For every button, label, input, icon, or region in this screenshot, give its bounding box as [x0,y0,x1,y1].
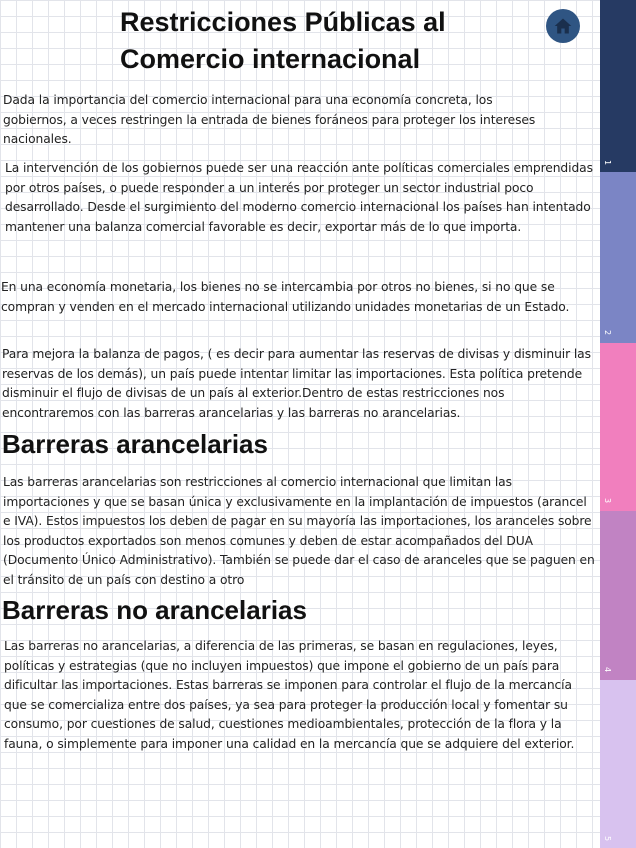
tab-3-label: 3 [603,498,612,504]
tab-5-label: 5 [603,836,612,842]
tab-1-label: 1 [603,160,612,166]
home-button[interactable] [546,9,580,43]
tab-3[interactable] [600,343,636,511]
title-line-2: Comercio internacional [120,44,421,74]
intro-paragraph-2: La intervención de los gobiernos puede ser una reacción ante políticas comerciales emprendidas por otros países, o puede responder a un interés por proteger un sector industrial poco desarrollado. Desde el surgimiento del moderno comercio internacional los países han intentado mantener una balanza comercial favorable es decir, exportar más de lo que importa. [5,161,593,234]
intro-paragraph-1: Dada la importancia del comercio internacional para una economía concreta, los gobiernos, a veces restringen la entrada de bienes foráneos para proteger los intereses nacionales. [3,93,536,147]
page-title [120,4,520,78]
section-heading-aranceles: Barreras arancelarias [2,429,268,459]
tab-1[interactable] [600,0,636,172]
section-heading-no-aranceles: Barreras no arancelarias [2,595,307,625]
home-icon [553,16,573,36]
tab-5[interactable] [600,680,636,848]
intro-paragraph-3: En una economía monetaria, los bienes no se intercambia por otros no bienes, si no que se compran y venden en el mercado internacional utilizando unidades monetarias de un Estado. [1,280,570,314]
section-body-aranceles: Las barreras arancelarias son restricciones al comercio internacional que limitan las importaciones y que se basan única y exclusivamente en la implantación de impuestos (arancel e IVA). Estos impuestos los deben de pagar en su mayoría las importaciones, los aranceles sobre los productos exportados son menos comunes y deben de estar acompañados del DUA (Documento Único Administrativo). También se puede dar el caso de aranceles que se paguen en el tránsito de un país con destino a otro [3,475,595,587]
title-line-1: Restricciones Públicas al [120,7,446,37]
intro-paragraph-4: Para mejora la balanza de pagos, ( es decir para aumentar las reservas de divisas y disminuir las reservas de los demás), un país puede intentar limitar las importaciones. Esta política pretende disminuir el flujo de divisas de un país al exterior.Dentro de estas restricciones nos encontraremos con las barreras arancelarias y las barreras no arancelarias. [2,347,591,420]
tab-4-label: 4 [603,667,612,673]
tab-2-label: 2 [603,330,612,336]
tab-4[interactable] [600,511,636,680]
section-body-no-aranceles: Las barreras no arancelarias, a diferencia de las primeras, se basan en regulaciones, leyes, políticas y estrategias (que no incluyen impuestos) que impone el gobierno de un país para dificultar las importaciones. Estas barreras se imponen para controlar el flujo de la mercancía que se comercializa entre dos países, ya sea para proteger la producción local y fomentar su consumo, por cuestiones de salud, cuestiones medioambientales, protección de la flora y la fauna, o simplemente para imponer una calidad en la mercancía que se adquiere del exterior. [4,639,575,751]
tab-2[interactable] [600,172,636,343]
